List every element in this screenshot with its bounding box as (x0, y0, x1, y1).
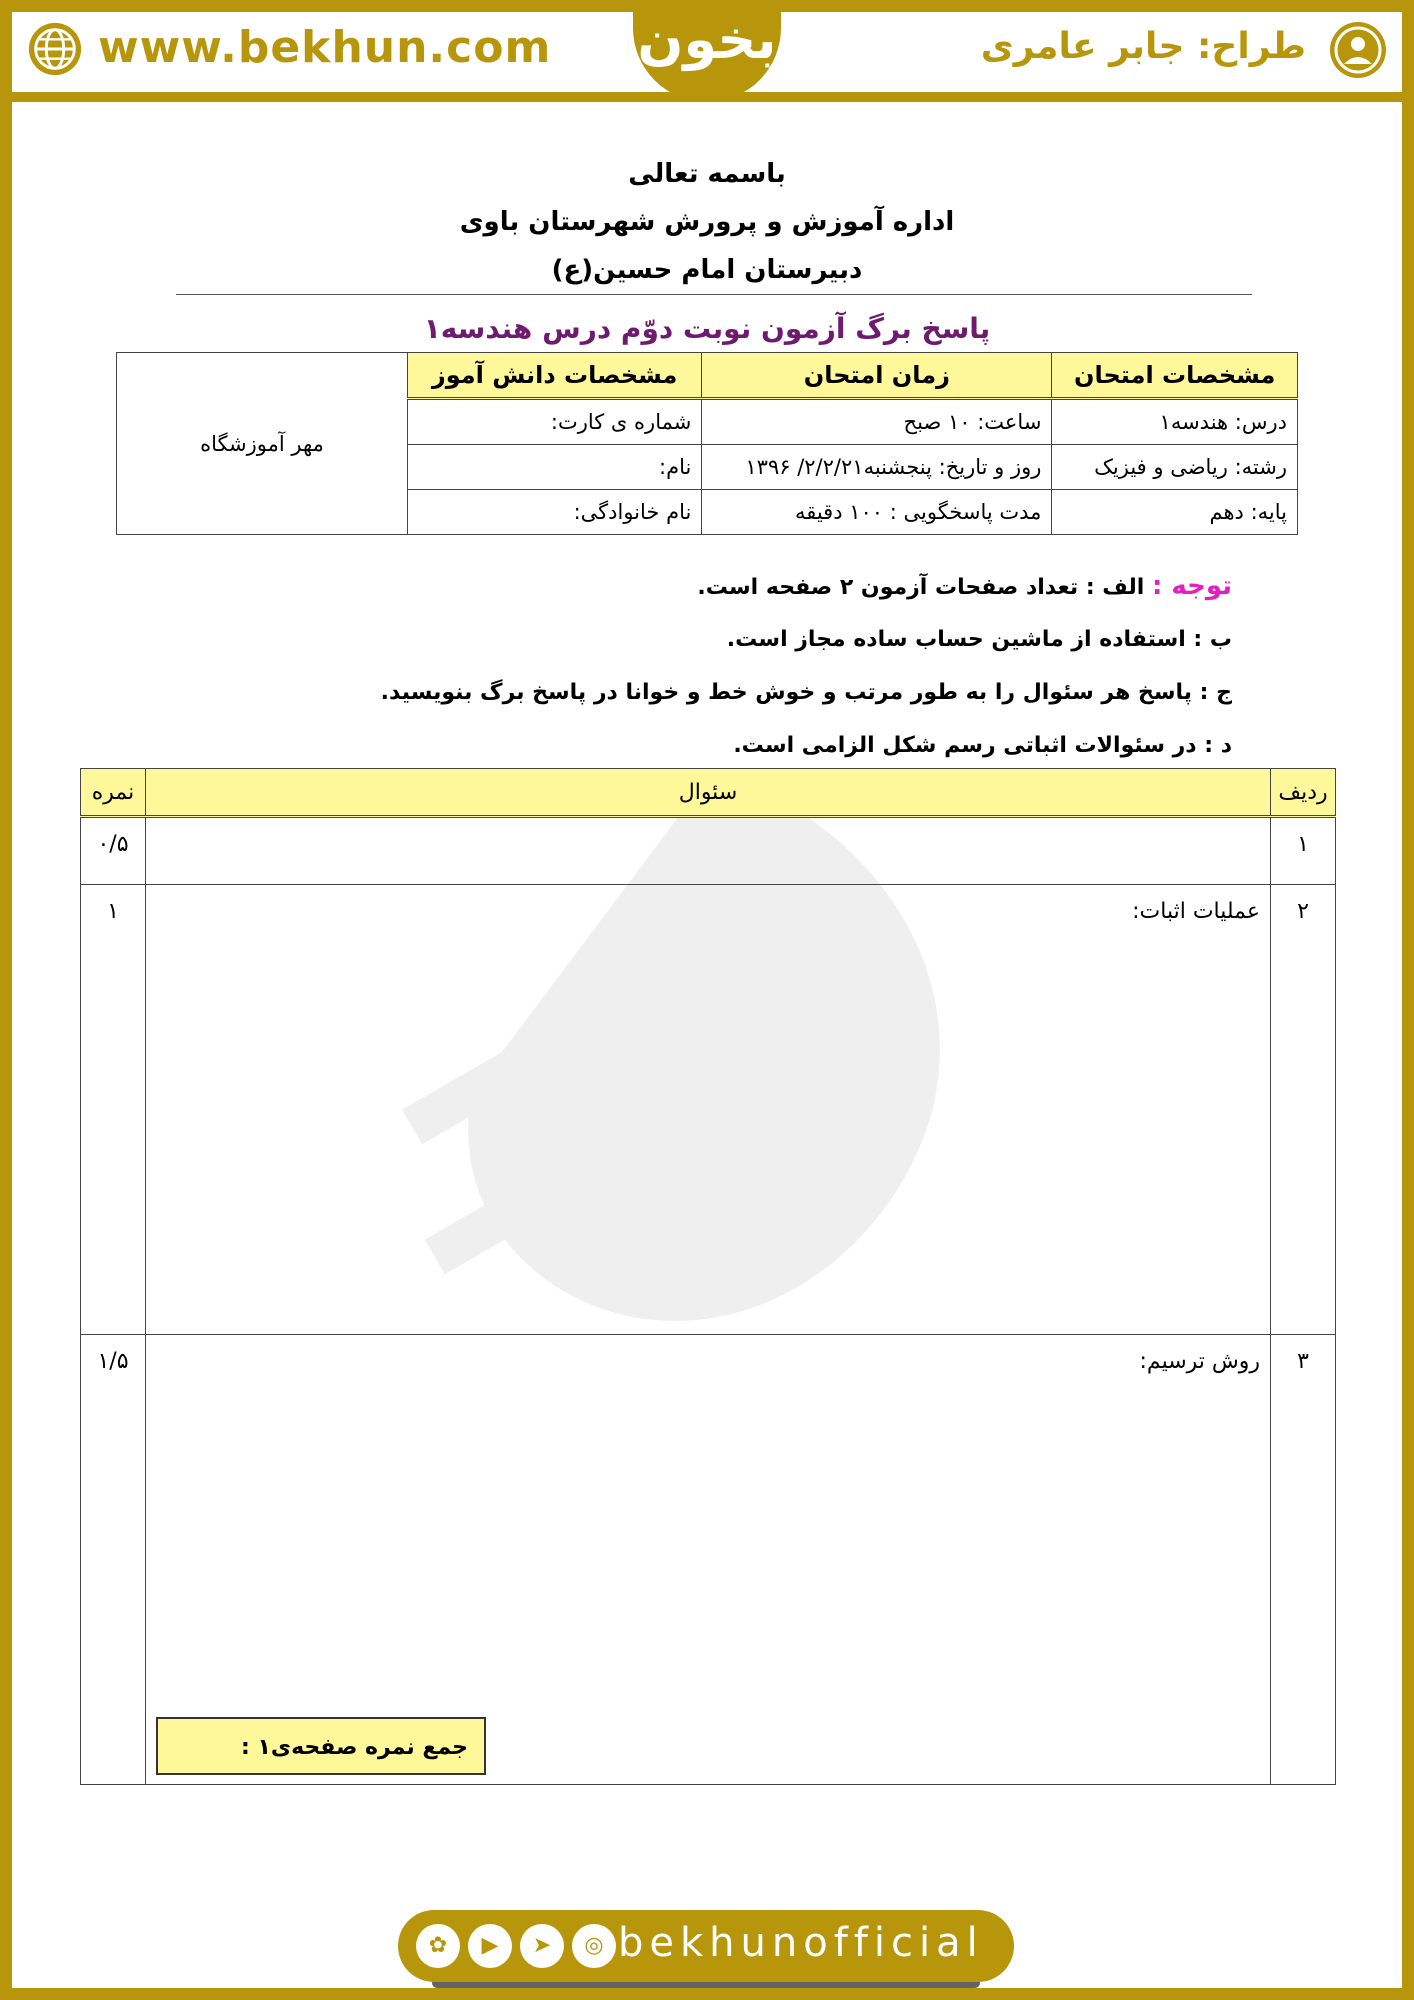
social-icons (416, 1924, 616, 1968)
user-icon (1328, 20, 1388, 80)
note-b: ب : استفاده از ماشین حساب ساده مجاز است. (726, 627, 1232, 652)
answer-sheet-title: پاسخ برگ آزمون نوبت دوّم درس هندسه۱ (423, 312, 991, 345)
question-number: ۲ (1271, 885, 1336, 1335)
title-basmala: باسمه تعالی (628, 159, 786, 189)
school-stamp-cell: مهر آموزشگاه (117, 353, 408, 535)
note-heading: توجه : (1151, 571, 1232, 601)
col-exam-details: مشخصات امتحان (1052, 353, 1298, 399)
exam-notes (132, 560, 1232, 772)
table-row (81, 885, 1336, 1335)
title-divider (176, 294, 1252, 295)
info-header-row (117, 353, 1298, 399)
instagram-icon[interactable]: ◎ (572, 1924, 616, 1968)
logo-badge (633, 0, 781, 102)
info-card-number[interactable]: شماره ی کارت: (408, 399, 702, 445)
answer-area[interactable] (146, 817, 1271, 885)
note-d: د : در سئوالات اثباتی رسم شکل الزامی است. (733, 733, 1232, 758)
col-question: سئوال (146, 769, 1271, 817)
note-c: ج : پاسخ هر سئوال را به طور مرتب و خوش خط و خوانا در پاسخ برگ بنویسید. (380, 680, 1232, 705)
logo-text: بخون (637, 8, 777, 71)
col-score: نمره (81, 769, 146, 817)
header-divider (12, 92, 1402, 102)
info-duration: مدت پاسخگویی : ۱۰۰ دقیقه (702, 490, 1052, 535)
note-a (132, 560, 1232, 613)
info-first-name[interactable]: نام: (408, 445, 702, 490)
question-number: ۳ (1271, 1335, 1336, 1785)
answer-area[interactable]: عملیات اثبات: (146, 885, 1271, 1335)
title-department: اداره آموزش و پرورش شهرستان باوی (459, 207, 955, 237)
answer-area[interactable]: روش ترسیم: (146, 1335, 1271, 1785)
info-course: درس: هندسه۱ (1052, 399, 1298, 445)
page (12, 8, 1402, 1988)
info-date: روز و تاریخ: پنجشنبه۲/۲/۲۱/ ۱۳۹۶ (702, 445, 1052, 490)
questions-header-row (81, 769, 1336, 817)
col-exam-time: زمان امتحان (702, 353, 1052, 399)
info-last-name[interactable]: نام خانوادگی: (408, 490, 702, 535)
youtube-icon[interactable]: ▶ (468, 1924, 512, 1968)
info-field: رشته: ریاضی و فیزیک (1052, 445, 1298, 490)
info-hour: ساعت: ۱۰ صبح (702, 399, 1052, 445)
aparat-icon[interactable]: ✿ (416, 1924, 460, 1968)
title-block (12, 150, 1402, 294)
page-score-total: جمع نمره صفحه‌ی۱ : (156, 1717, 486, 1775)
designer-credit: طراح: جابر عامری (980, 26, 1306, 67)
info-grade: پایه: دهم (1052, 490, 1298, 535)
social-handle[interactable]: bekhunofficial (618, 1920, 984, 1966)
header-bar (12, 8, 1402, 92)
question-score: ۰/۵ (81, 817, 146, 885)
telegram-icon[interactable]: ➤ (520, 1924, 564, 1968)
note-a-text: الف : تعداد صفحات آزمون ۲ صفحه است. (697, 575, 1145, 600)
table-row (81, 817, 1336, 885)
question-score: ۱/۵ (81, 1335, 146, 1785)
questions-table (80, 768, 1336, 1785)
question-number: ۱ (1271, 817, 1336, 885)
exam-info-table (116, 352, 1298, 535)
title-school: دبیرستان امام حسین(ع) (551, 255, 863, 285)
globe-icon (26, 20, 84, 78)
question-score: ۱ (81, 885, 146, 1335)
col-row-number: ردیف (1271, 769, 1336, 817)
site-url[interactable]: www.bekhun.com (98, 22, 552, 73)
col-student-details: مشخصات دانش آموز (408, 353, 702, 399)
social-footer (398, 1910, 1014, 1982)
